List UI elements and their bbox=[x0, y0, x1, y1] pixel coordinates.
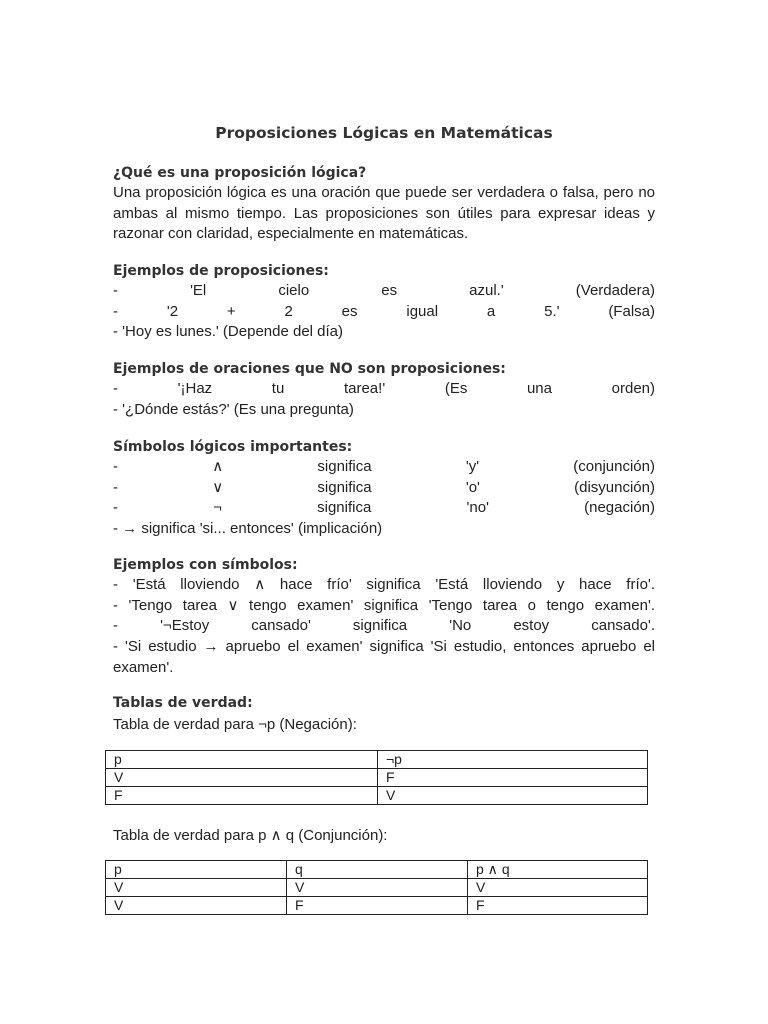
example-item: - 'El cielo es azul.' (Verdadera) bbox=[113, 282, 655, 299]
symbol-example-item: - 'Tengo tarea ∨ tengo examen' significa 'Tengo tarea o tengo examen'. bbox=[113, 596, 655, 614]
table-header-cell: p bbox=[106, 861, 287, 879]
table-cell: V bbox=[106, 769, 378, 787]
document-title: Proposiciones Lógicas en Matemáticas bbox=[215, 124, 553, 142]
table-row bbox=[106, 769, 648, 787]
truth-tables-heading: Tablas de verdad: bbox=[113, 695, 253, 711]
truth-tables-section bbox=[113, 693, 655, 713]
symbol-item: - ∨ significa 'o' (disyunción) bbox=[113, 478, 655, 496]
intro-heading: ¿Qué es una proposición lógica? bbox=[113, 165, 367, 181]
table-cell: V bbox=[378, 787, 648, 805]
table-cell: F bbox=[287, 897, 468, 915]
non-examples-heading: Ejemplos de oraciones que NO son proposiciones: bbox=[113, 361, 506, 377]
intro-paragraph: Una proposición lógica es una oración que puede ser verdadera o falsa, pero no ambas al mismo tiempo. Las proposiciones son útiles para expresar ideas y razonar con claridad, especialmente en matemáticas. bbox=[113, 184, 655, 243]
table-row bbox=[106, 751, 648, 769]
negation-truth-table bbox=[105, 750, 648, 805]
table-header-cell: ¬p bbox=[378, 751, 648, 769]
symbol-example-item: - 'Si estudio → apruebo el examen' significa 'Si estudio, entonces apruebo el examen'. bbox=[113, 638, 655, 676]
table-cell: F bbox=[378, 769, 648, 787]
symbol-item: - ¬ significa 'no' (negación) bbox=[113, 499, 655, 517]
table-cell: V bbox=[287, 879, 468, 897]
example-item: - 'Hoy es lunes.' (Depende del día) bbox=[113, 323, 344, 341]
non-example-item: - '¿Dónde estás?' (Es una pregunta) bbox=[113, 400, 354, 418]
table-cell: V bbox=[106, 879, 287, 897]
negation-table-caption: Tabla de verdad para ¬p (Negación): bbox=[113, 716, 357, 733]
table-cell: V bbox=[106, 897, 287, 915]
non-examples-section bbox=[113, 359, 655, 420]
intro-section bbox=[113, 163, 655, 245]
table-row bbox=[106, 897, 648, 915]
table-header-cell: p bbox=[106, 751, 378, 769]
non-example-item: - '¡Haz tu tarea!' (Es una orden) bbox=[113, 380, 655, 397]
table-header-cell: p ∧ q bbox=[468, 861, 648, 879]
table-header-cell: q bbox=[287, 861, 468, 879]
table-row bbox=[106, 879, 648, 897]
negation-table-caption-wrap bbox=[113, 715, 655, 735]
table-row bbox=[106, 861, 648, 879]
examples-section bbox=[113, 261, 655, 343]
table-cell: F bbox=[106, 787, 378, 805]
symbol-example-item: - 'Está lloviendo ∧ hace frío' significa 'Está lloviendo y hace frío'. bbox=[113, 576, 655, 593]
example-item: - '2 + 2 es igual a 5.' (Falsa) bbox=[113, 302, 655, 320]
examples-heading: Ejemplos de proposiciones: bbox=[113, 263, 329, 279]
conjunction-truth-table bbox=[105, 860, 648, 915]
table-cell: V bbox=[468, 879, 648, 897]
symbol-examples-section bbox=[113, 555, 655, 678]
symbol-item: - → significa 'si... entonces' (implicación) bbox=[113, 520, 383, 538]
conjunction-table-caption-wrap bbox=[113, 826, 655, 846]
symbol-item: - ∧ significa 'y' (conjunción) bbox=[113, 458, 655, 475]
table-row bbox=[106, 787, 648, 805]
symbols-section bbox=[113, 437, 655, 540]
symbols-heading: Símbolos lógicos importantes: bbox=[113, 439, 353, 455]
conjunction-table-caption: Tabla de verdad para p ∧ q (Conjunción): bbox=[113, 827, 388, 844]
symbol-example-item: - '¬Estoy cansado' significa 'No estoy cansado'. bbox=[113, 617, 655, 635]
symbol-examples-heading: Ejemplos con símbolos: bbox=[113, 557, 298, 573]
table-cell: F bbox=[468, 897, 648, 915]
